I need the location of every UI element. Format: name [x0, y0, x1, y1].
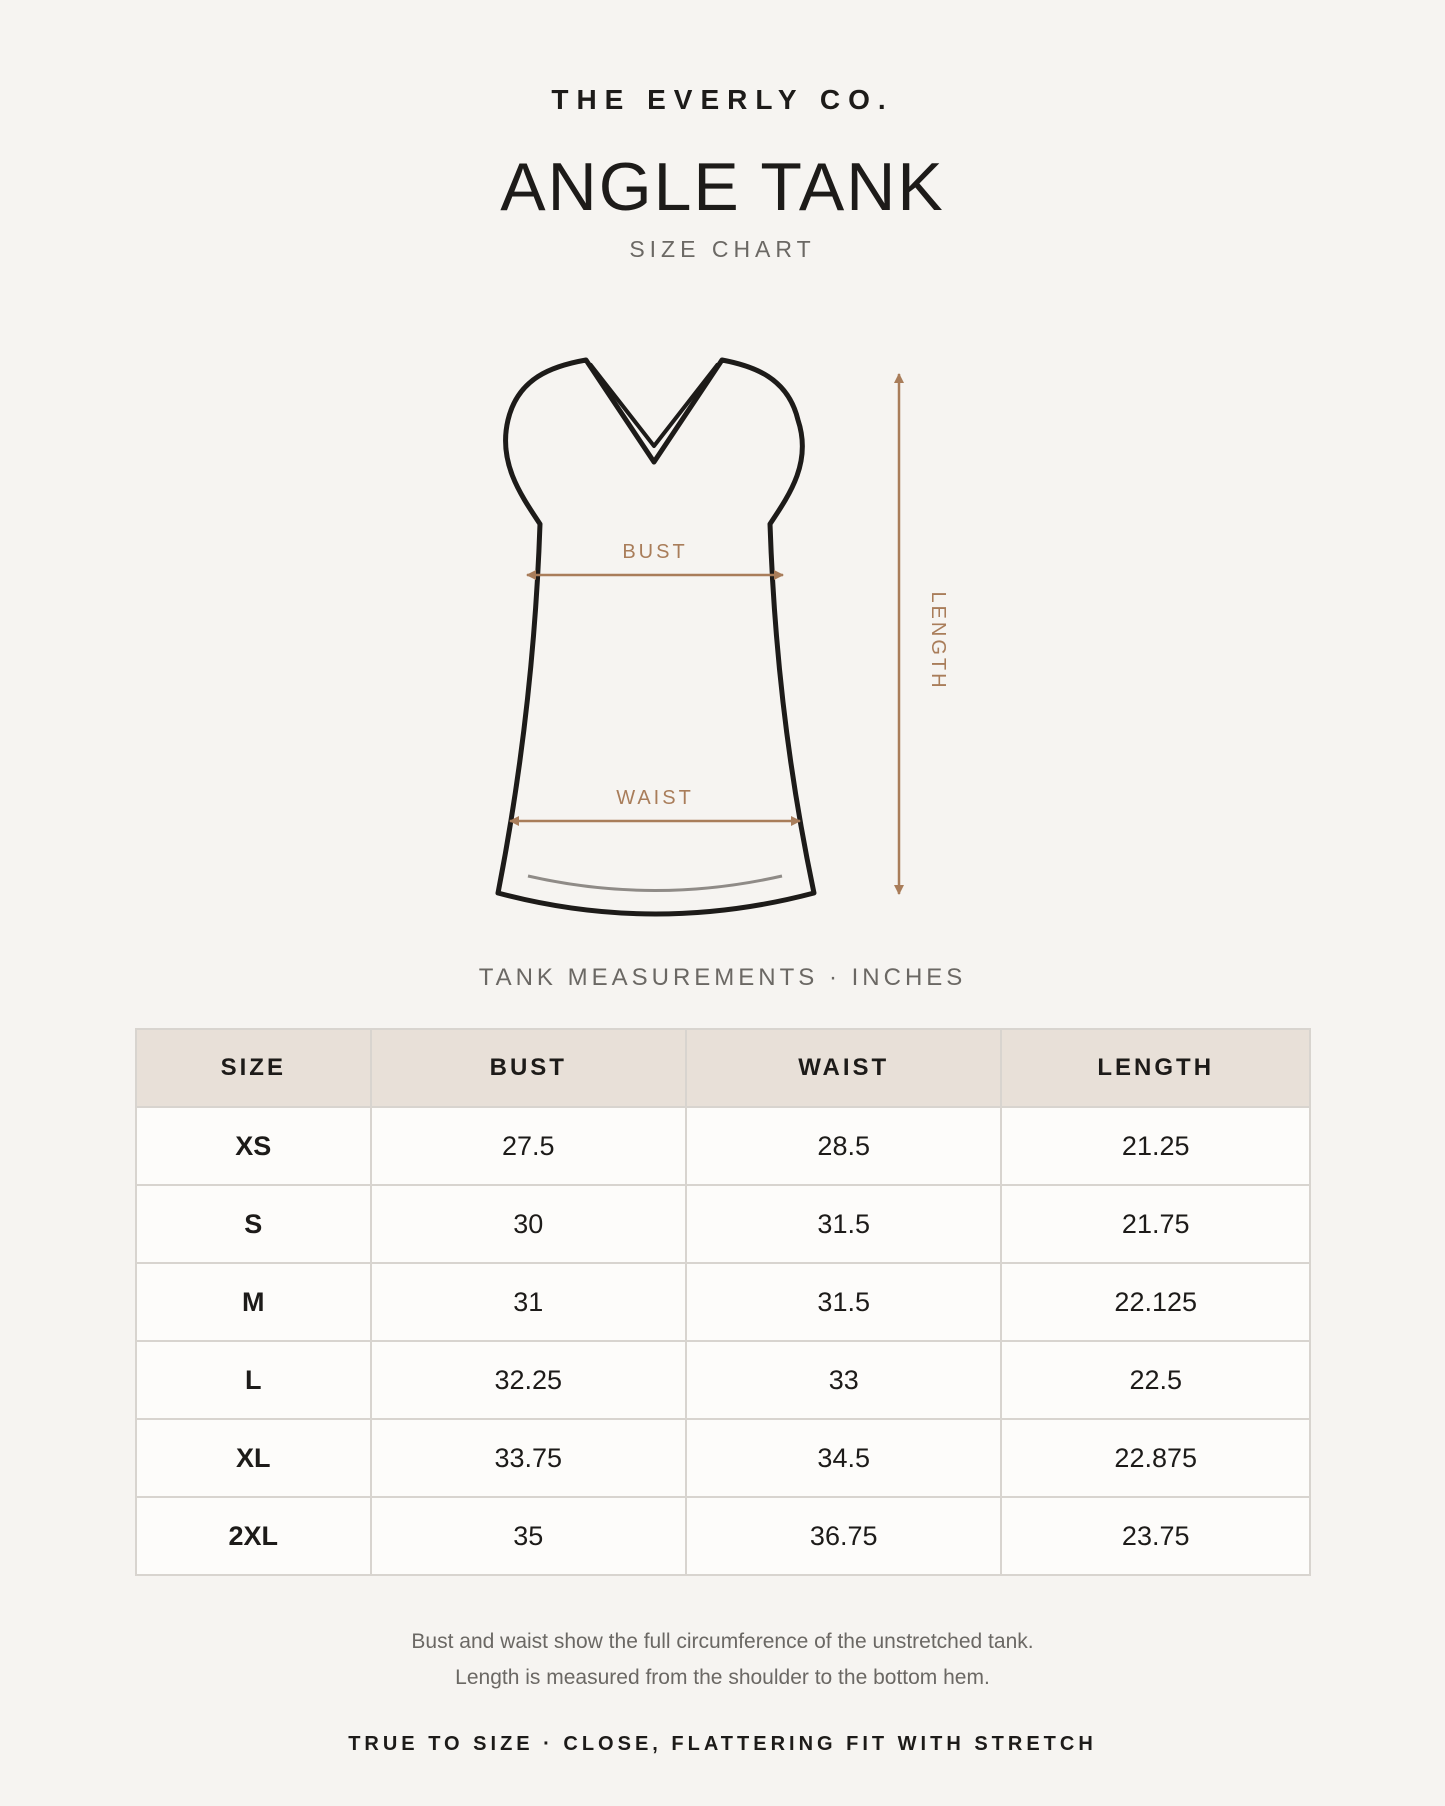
neckline-binding — [590, 364, 718, 446]
header-length: LENGTH — [1001, 1029, 1310, 1107]
length-cell: 22.5 — [1001, 1341, 1310, 1419]
table-row — [136, 1341, 1310, 1419]
size-cell: L — [136, 1341, 371, 1419]
measurement-note-length: Length is measured from the shoulder to the bottom hem. — [455, 1666, 990, 1689]
bust-cell: 35 — [371, 1497, 686, 1575]
measurement-note-circumference: Bust and waist show the full circumference of the unstretched tank. — [411, 1630, 1034, 1653]
waist-label: WAIST — [616, 787, 694, 809]
waist-cell: 28.5 — [686, 1107, 1001, 1185]
size-table — [135, 1028, 1311, 1576]
header-size: SIZE — [136, 1029, 371, 1107]
waist-cell: 31.5 — [686, 1263, 1001, 1341]
length-cell: 21.75 — [1001, 1185, 1310, 1263]
bust-cell: 32.25 — [371, 1341, 686, 1419]
size-cell: 2XL — [136, 1497, 371, 1575]
waist-cell: 34.5 — [686, 1419, 1001, 1497]
table-header-row — [136, 1029, 1310, 1107]
table-row — [136, 1497, 1310, 1575]
table-row — [136, 1185, 1310, 1263]
length-cell: 23.75 — [1001, 1497, 1310, 1575]
bust-cell: 30 — [371, 1185, 686, 1263]
header-bust: BUST — [371, 1029, 686, 1107]
length-label: LENGTH — [927, 591, 949, 691]
page-title: ANGLE TANK — [500, 149, 945, 225]
size-cell: XL — [136, 1419, 371, 1497]
size-cell: XS — [136, 1107, 371, 1185]
bust-cell: 31 — [371, 1263, 686, 1341]
hem-stitch — [528, 876, 782, 891]
page-subtitle: SIZE CHART — [629, 236, 816, 262]
header-waist: WAIST — [686, 1029, 1001, 1107]
table-row — [136, 1107, 1310, 1185]
waist-cell: 31.5 — [686, 1185, 1001, 1263]
length-cell: 22.875 — [1001, 1419, 1310, 1497]
fit-note: TRUE TO SIZE · CLOSE, FLATTERING FIT WITH STRETCH — [348, 1733, 1097, 1755]
length-cell: 22.125 — [1001, 1263, 1310, 1341]
measurements-caption: TANK MEASUREMENTS · INCHES — [478, 964, 967, 991]
bust-cell: 33.75 — [371, 1419, 686, 1497]
table-row — [136, 1263, 1310, 1341]
size-cell: S — [136, 1185, 371, 1263]
size-cell: M — [136, 1263, 371, 1341]
bust-cell: 27.5 — [371, 1107, 686, 1185]
waist-cell: 33 — [686, 1341, 1001, 1419]
length-cell: 21.25 — [1001, 1107, 1310, 1185]
table-row — [136, 1419, 1310, 1497]
bust-label: BUST — [622, 541, 688, 563]
brand-name: THE EVERLY CO. — [551, 84, 894, 115]
waist-cell: 36.75 — [686, 1497, 1001, 1575]
